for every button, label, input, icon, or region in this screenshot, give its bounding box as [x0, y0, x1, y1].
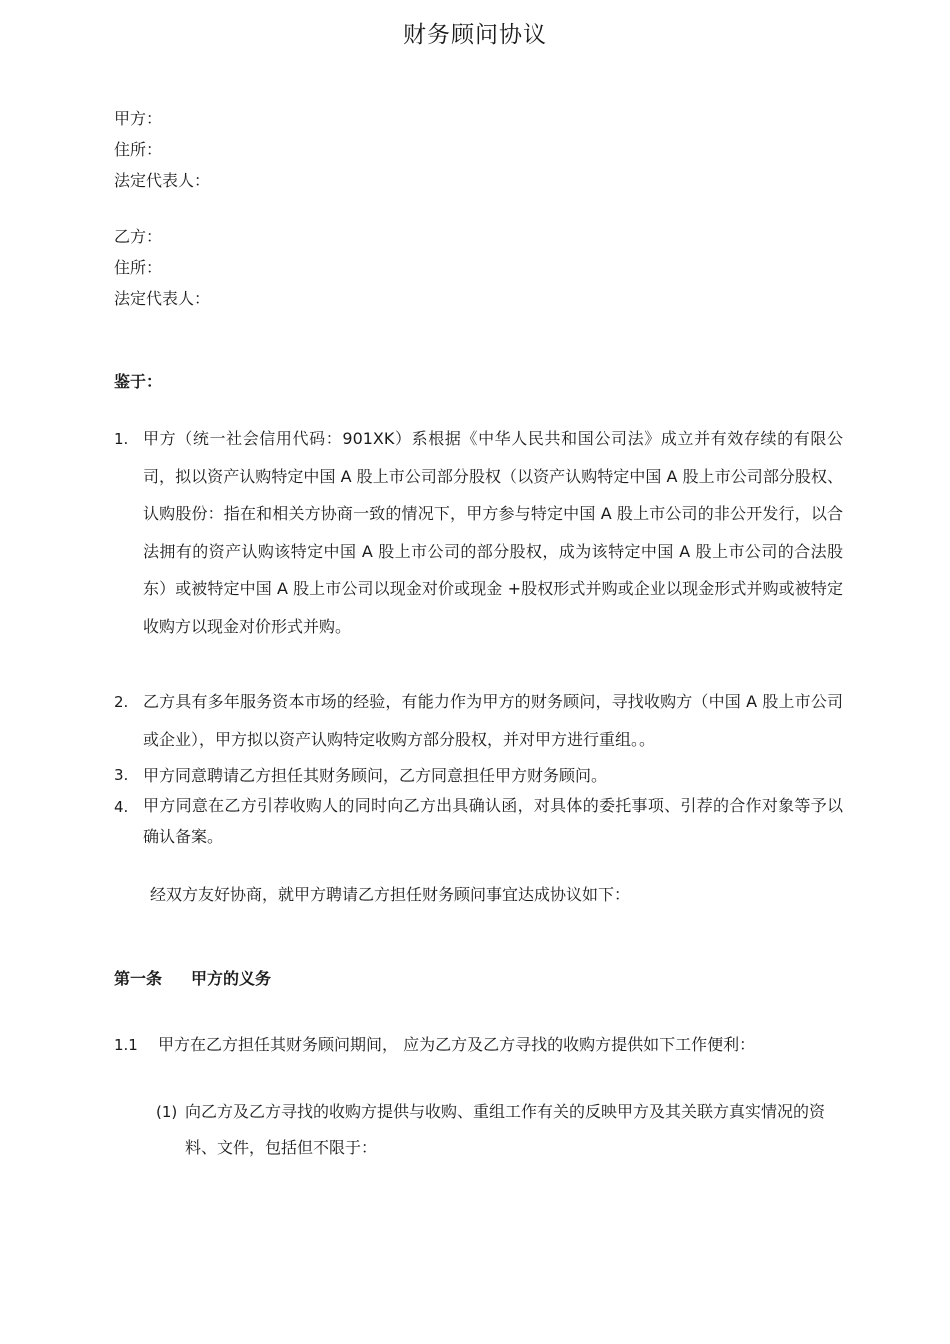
item-number: (1): [156, 1103, 178, 1121]
party-b-address-label: 住所：: [114, 258, 163, 277]
recital-number: 4.: [114, 798, 129, 816]
recital-text: 甲方（统一社会信用代码：901XK）系根据《中华人民共和国公司法》成立并有效存续的有限公司，拟以资产认购特定中国 A 股上市公司部分股权（以资产认购特定中国 A 股上市公司部分股权、认购股份：指在和相关方协商一致的情况下，甲方参与特定中国 A 股上市公司的非公开发行，以合法拥有的资产认购该特定中国 A 股上市公司的部分股权，成为该特定中国 A 股上市公司的合法股东）或被特定中国 A 股上市公司以现金对价或现金 +股权形式并购或企业以现金形式并购或被特定收购方以现金对价形式并购。: [143, 429, 843, 636]
party-a-address-label: 住所：: [114, 140, 163, 159]
article-1-heading: 甲方的义务: [191, 969, 272, 988]
article-1-number: 第一条: [114, 969, 163, 988]
recital-number: 3.: [114, 766, 129, 784]
party-a-rep-label: 法定代表人：: [114, 171, 211, 190]
recital-text: 甲方同意聘请乙方担任其财务顾问，乙方同意担任甲方财务顾问。: [143, 766, 608, 785]
recital-text: 甲方同意在乙方引荐收购人的同时向乙方出具确认函，对具体的委托事项、引荐的合作对象等予以确认备案。: [143, 796, 843, 846]
document-title: 财务顾问协议: [403, 22, 547, 48]
recital-number: 2.: [114, 693, 129, 711]
party-b-name-label: 乙方：: [114, 227, 163, 246]
agreement-intro: 经双方友好协商，就甲方聘请乙方担任财务顾问事宜达成协议如下：: [150, 885, 631, 904]
party-b-rep-label: 法定代表人：: [114, 289, 211, 308]
recital-text: 乙方具有多年服务资本市场的经验，有能力作为甲方的财务顾问，寻找收购方（中国 A 股上市公司或企业），甲方拟以资产认购特定收购方部分股权，并对甲方进行重组。。: [143, 692, 843, 749]
whereas-heading: 鉴于：: [114, 372, 163, 391]
party-a-name-label: 甲方：: [114, 109, 163, 128]
clause-number: 1.1: [114, 1036, 138, 1054]
recital-number: 1.: [114, 430, 129, 448]
clause-text: 甲方在乙方担任其财务顾问期间， 应为乙方及乙方寻找的收购方提供如下工作便利：: [158, 1035, 756, 1054]
item-text: 向乙方及乙方寻找的收购方提供与收购、重组工作有关的反映甲方及其关联方真实情况的资料、文件，包括但不限于：: [185, 1102, 826, 1157]
